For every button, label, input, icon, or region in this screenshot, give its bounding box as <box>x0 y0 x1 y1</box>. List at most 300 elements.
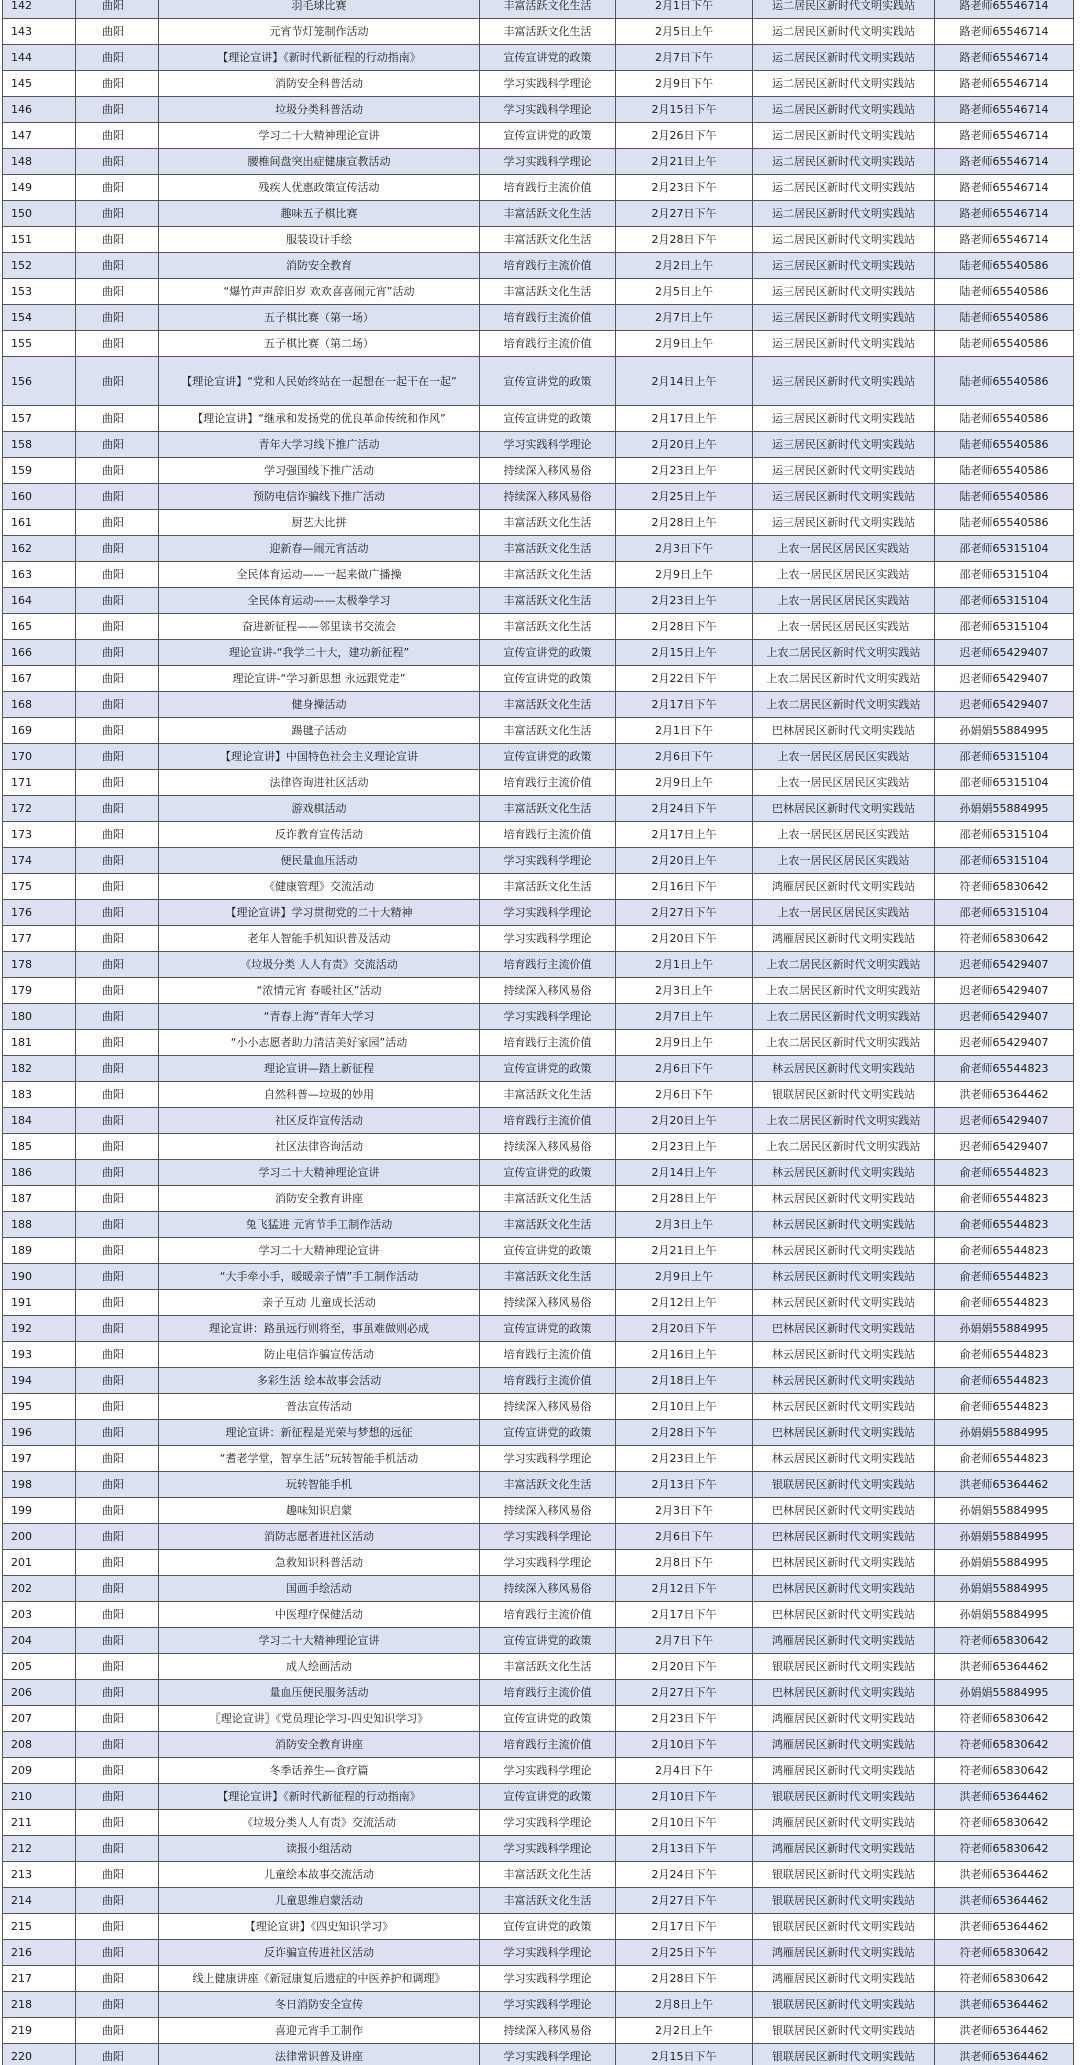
activity-name-cell: 消防志愿者进社区活动 <box>159 1524 480 1550</box>
row-number: 151 <box>3 227 76 253</box>
activity-table <box>2 0 1074 2065</box>
contact-cell: 孙娟娟55884995 <box>935 1420 1074 1446</box>
activity-name-cell: 趣味五子棋比赛 <box>159 201 480 227</box>
contact-cell: 陆老师65540586 <box>935 458 1074 484</box>
district-cell: 曲阳 <box>76 1004 159 1030</box>
category-cell: 丰富活跃文化生活 <box>480 874 616 900</box>
category-cell: 学习实践科学理论 <box>480 149 616 175</box>
district-cell: 曲阳 <box>76 562 159 588</box>
activity-name-cell: 《垃圾分类人人有责》交流活动 <box>159 1810 480 1836</box>
venue-cell: 上农二居民区新时代文明实践站 <box>753 1108 935 1134</box>
district-cell: 曲阳 <box>76 1134 159 1160</box>
time-cell: 2月2日上午 <box>616 2018 753 2044</box>
activity-name-cell: 消防安全教育 <box>159 253 480 279</box>
activity-name-cell: 学习二十大精神理论宣讲 <box>159 1238 480 1264</box>
venue-cell: 鸿雁居民区新时代文明实践站 <box>753 1810 935 1836</box>
district-cell: 曲阳 <box>76 45 159 71</box>
time-cell: 2月17日下午 <box>616 692 753 718</box>
venue-cell: 上农二居民区新时代文明实践站 <box>753 1030 935 1056</box>
contact-cell: 洪老师65364462 <box>935 2044 1074 2065</box>
table-row <box>3 874 1074 900</box>
table-row <box>3 614 1074 640</box>
table-row <box>3 227 1074 253</box>
time-cell: 2月7日上午 <box>616 1004 753 1030</box>
row-number: 198 <box>3 1472 76 1498</box>
venue-cell: 银联居民区新时代文明实践站 <box>753 2044 935 2065</box>
row-number: 187 <box>3 1186 76 1212</box>
district-cell: 曲阳 <box>76 1342 159 1368</box>
time-cell: 2月8日上午 <box>616 1992 753 2018</box>
activity-name-cell: 读报小组活动 <box>159 1836 480 1862</box>
venue-cell: 鸿雁居民区新时代文明实践站 <box>753 1706 935 1732</box>
row-number: 206 <box>3 1680 76 1706</box>
table-row <box>3 952 1074 978</box>
row-number: 182 <box>3 1056 76 1082</box>
contact-cell: 路老师65546714 <box>935 227 1074 253</box>
contact-cell: 陆老师65540586 <box>935 279 1074 305</box>
venue-cell: 鸿雁居民区新时代文明实践站 <box>753 1940 935 1966</box>
venue-cell: 运二居民区新时代文明实践站 <box>753 123 935 149</box>
time-cell: 2月20日下午 <box>616 926 753 952</box>
activity-name-cell: 理论宣讲—踏上新征程 <box>159 1056 480 1082</box>
row-number: 211 <box>3 1810 76 1836</box>
row-number: 209 <box>3 1758 76 1784</box>
time-cell: 2月20日上午 <box>616 432 753 458</box>
contact-cell: 俞老师65544823 <box>935 1446 1074 1472</box>
category-cell: 宣传宣讲党的政策 <box>480 123 616 149</box>
district-cell: 曲阳 <box>76 1498 159 1524</box>
contact-cell: 迟老师65429407 <box>935 666 1074 692</box>
district-cell: 曲阳 <box>76 97 159 123</box>
row-number: 155 <box>3 331 76 357</box>
venue-cell: 林云居民区新时代文明实践站 <box>753 1212 935 1238</box>
row-number: 178 <box>3 952 76 978</box>
district-cell: 曲阳 <box>76 1810 159 1836</box>
district-cell: 曲阳 <box>76 175 159 201</box>
venue-cell: 运三居民区新时代文明实践站 <box>753 305 935 331</box>
venue-cell: 巴林居民区新时代文明实践站 <box>753 1498 935 1524</box>
category-cell: 持续深入移风易俗 <box>480 1576 616 1602</box>
contact-cell: 洪老师65364462 <box>935 2018 1074 2044</box>
venue-cell: 巴林居民区新时代文明实践站 <box>753 1420 935 1446</box>
category-cell: 持续深入移风易俗 <box>480 978 616 1004</box>
activity-name-cell: 奋进新征程——邻里读书交流会 <box>159 614 480 640</box>
table-row <box>3 2018 1074 2044</box>
time-cell: 2月12日下午 <box>616 1576 753 1602</box>
venue-cell: 运三居民区新时代文明实践站 <box>753 510 935 536</box>
contact-cell: 孙娟娟55884995 <box>935 1550 1074 1576</box>
table-row <box>3 536 1074 562</box>
table-row <box>3 0 1074 19</box>
table-row <box>3 1316 1074 1342</box>
time-cell: 2月17日下午 <box>616 1914 753 1940</box>
activity-name-cell: 残疾人优惠政策宣传活动 <box>159 175 480 201</box>
row-number: 142 <box>3 0 76 19</box>
table-row <box>3 1732 1074 1758</box>
contact-cell: 邵老师65315104 <box>935 848 1074 874</box>
row-number: 164 <box>3 588 76 614</box>
district-cell: 曲阳 <box>76 1862 159 1888</box>
district-cell: 曲阳 <box>76 770 159 796</box>
time-cell: 2月3日上午 <box>616 978 753 1004</box>
time-cell: 2月20日上午 <box>616 1108 753 1134</box>
contact-cell: 陆老师65540586 <box>935 305 1074 331</box>
activity-table-body <box>3 0 1074 2065</box>
table-row <box>3 1368 1074 1394</box>
activity-name-cell: 法律常识普及讲座 <box>159 2044 480 2065</box>
row-number: 218 <box>3 1992 76 2018</box>
activity-name-cell: 学习二十大精神理论宣讲 <box>159 123 480 149</box>
activity-name-cell: 反诈教育宣传活动 <box>159 822 480 848</box>
category-cell: 培育践行主流价值 <box>480 1368 616 1394</box>
row-number: 190 <box>3 1264 76 1290</box>
table-row <box>3 718 1074 744</box>
time-cell: 2月26日下午 <box>616 123 753 149</box>
row-number: 205 <box>3 1654 76 1680</box>
category-cell: 丰富活跃文化生活 <box>480 201 616 227</box>
district-cell: 曲阳 <box>76 1030 159 1056</box>
contact-cell: 路老师65546714 <box>935 71 1074 97</box>
category-cell: 宣传宣讲党的政策 <box>480 1316 616 1342</box>
activity-name-cell: 成人绘画活动 <box>159 1654 480 1680</box>
table-row <box>3 1264 1074 1290</box>
activity-name-cell: 理论宣讲：新征程是光荣与梦想的远征 <box>159 1420 480 1446</box>
category-cell: 学习实践科学理论 <box>480 432 616 458</box>
venue-cell: 林云居民区新时代文明实践站 <box>753 1394 935 1420</box>
row-number: 184 <box>3 1108 76 1134</box>
district-cell: 曲阳 <box>76 1368 159 1394</box>
table-row <box>3 1628 1074 1654</box>
row-number: 149 <box>3 175 76 201</box>
table-row <box>3 97 1074 123</box>
table-row <box>3 458 1074 484</box>
venue-cell: 巴林居民区新时代文明实践站 <box>753 1524 935 1550</box>
activity-name-cell: 普法宣传活动 <box>159 1394 480 1420</box>
category-cell: 培育践行主流价值 <box>480 1108 616 1134</box>
time-cell: 2月18日上午 <box>616 1368 753 1394</box>
category-cell: 培育践行主流价值 <box>480 331 616 357</box>
row-number: 168 <box>3 692 76 718</box>
category-cell: 宣传宣讲党的政策 <box>480 1784 616 1810</box>
activity-name-cell: 国画手绘活动 <box>159 1576 480 1602</box>
contact-cell: 迟老师65429407 <box>935 1030 1074 1056</box>
category-cell: 持续深入移风易俗 <box>480 1498 616 1524</box>
venue-cell: 运三居民区新时代文明实践站 <box>753 432 935 458</box>
time-cell: 2月3日上午 <box>616 1212 753 1238</box>
category-cell: 学习实践科学理论 <box>480 1966 616 1992</box>
row-number: 212 <box>3 1836 76 1862</box>
category-cell: 学习实践科学理论 <box>480 848 616 874</box>
venue-cell: 上农二居民区新时代文明实践站 <box>753 666 935 692</box>
district-cell: 曲阳 <box>76 1264 159 1290</box>
district-cell: 曲阳 <box>76 1914 159 1940</box>
contact-cell: 迟老师65429407 <box>935 640 1074 666</box>
district-cell: 曲阳 <box>76 666 159 692</box>
district-cell: 曲阳 <box>76 822 159 848</box>
time-cell: 2月9日上午 <box>616 331 753 357</box>
row-number: 157 <box>3 406 76 432</box>
district-cell: 曲阳 <box>76 1966 159 1992</box>
time-cell: 2月28日下午 <box>616 227 753 253</box>
activity-name-cell: 中医理疗保健活动 <box>159 1602 480 1628</box>
row-number: 163 <box>3 562 76 588</box>
contact-cell: 陆老师65540586 <box>935 510 1074 536</box>
venue-cell: 上农一居民区居民区实践站 <box>753 770 935 796</box>
time-cell: 2月15日上午 <box>616 640 753 666</box>
table-row <box>3 744 1074 770</box>
table-row <box>3 71 1074 97</box>
contact-cell: 邵老师65315104 <box>935 744 1074 770</box>
contact-cell: 俞老师65544823 <box>935 1186 1074 1212</box>
activity-name-cell: 冬日消防安全宣传 <box>159 1992 480 2018</box>
time-cell: 2月28日下午 <box>616 1966 753 1992</box>
category-cell: 宣传宣讲党的政策 <box>480 1238 616 1264</box>
row-number: 188 <box>3 1212 76 1238</box>
contact-cell: 邵老师65315104 <box>935 536 1074 562</box>
district-cell: 曲阳 <box>76 1992 159 2018</box>
table-row <box>3 1186 1074 1212</box>
table-row <box>3 484 1074 510</box>
category-cell: 学习实践科学理论 <box>480 1810 616 1836</box>
activity-name-cell: 青年大学习线下推广活动 <box>159 432 480 458</box>
activity-name-cell: 多彩生活 绘本故事会活动 <box>159 1368 480 1394</box>
table-row <box>3 1940 1074 1966</box>
district-cell: 曲阳 <box>76 1212 159 1238</box>
contact-cell: 陆老师65540586 <box>935 331 1074 357</box>
district-cell: 曲阳 <box>76 1056 159 1082</box>
contact-cell: 洪老师65364462 <box>935 1472 1074 1498</box>
category-cell: 持续深入移风易俗 <box>480 2018 616 2044</box>
venue-cell: 上农二居民区新时代文明实践站 <box>753 1004 935 1030</box>
time-cell: 2月5日上午 <box>616 279 753 305</box>
contact-cell: 路老师65546714 <box>935 201 1074 227</box>
table-row <box>3 1810 1074 1836</box>
contact-cell: 孙娟娟55884995 <box>935 1602 1074 1628</box>
category-cell: 培育践行主流价值 <box>480 1602 616 1628</box>
district-cell: 曲阳 <box>76 978 159 1004</box>
venue-cell: 上农一居民区居民区实践站 <box>753 822 935 848</box>
row-number: 214 <box>3 1888 76 1914</box>
row-number: 148 <box>3 149 76 175</box>
venue-cell: 上农一居民区居民区实践站 <box>753 588 935 614</box>
contact-cell: 符老师65830642 <box>935 1628 1074 1654</box>
contact-cell: 陆老师65540586 <box>935 357 1074 406</box>
row-number: 203 <box>3 1602 76 1628</box>
table-row <box>3 1134 1074 1160</box>
venue-cell: 林云居民区新时代文明实践站 <box>753 1446 935 1472</box>
activity-name-cell: 线上健康讲座《新冠康复后遗症的中医养护和调理》 <box>159 1966 480 1992</box>
table-row <box>3 640 1074 666</box>
activity-name-cell: 消防安全教育讲座 <box>159 1732 480 1758</box>
contact-cell: 邵老师65315104 <box>935 822 1074 848</box>
category-cell: 丰富活跃文化生活 <box>480 279 616 305</box>
district-cell: 曲阳 <box>76 484 159 510</box>
row-number: 146 <box>3 97 76 123</box>
activity-name-cell: 踢毽子活动 <box>159 718 480 744</box>
venue-cell: 林云居民区新时代文明实践站 <box>753 1238 935 1264</box>
contact-cell: 邵老师65315104 <box>935 614 1074 640</box>
category-cell: 学习实践科学理论 <box>480 900 616 926</box>
venue-cell: 运二居民区新时代文明实践站 <box>753 149 935 175</box>
contact-cell: 俞老师65544823 <box>935 1290 1074 1316</box>
time-cell: 2月1日下午 <box>616 718 753 744</box>
category-cell: 培育践行主流价值 <box>480 1680 616 1706</box>
row-number: 176 <box>3 900 76 926</box>
contact-cell: 洪老师65364462 <box>935 1888 1074 1914</box>
table-row <box>3 1498 1074 1524</box>
category-cell: 培育践行主流价值 <box>480 1732 616 1758</box>
category-cell: 丰富活跃文化生活 <box>480 1654 616 1680</box>
district-cell: 曲阳 <box>76 1940 159 1966</box>
category-cell: 培育践行主流价值 <box>480 822 616 848</box>
contact-cell: 迟老师65429407 <box>935 952 1074 978</box>
contact-cell: 陆老师65540586 <box>935 484 1074 510</box>
activity-name-cell: 理论宣讲：路虽远行则将至，事虽难做则必成 <box>159 1316 480 1342</box>
contact-cell: 符老师65830642 <box>935 1732 1074 1758</box>
activity-name-cell: 理论宣讲-“我学二十大，建功新征程” <box>159 640 480 666</box>
district-cell: 曲阳 <box>76 331 159 357</box>
row-number: 193 <box>3 1342 76 1368</box>
table-row <box>3 562 1074 588</box>
district-cell: 曲阳 <box>76 796 159 822</box>
time-cell: 2月20日下午 <box>616 1654 753 1680</box>
venue-cell: 鸿雁居民区新时代文明实践站 <box>753 926 935 952</box>
category-cell: 丰富活跃文化生活 <box>480 1862 616 1888</box>
contact-cell: 符老师65830642 <box>935 1836 1074 1862</box>
district-cell: 曲阳 <box>76 149 159 175</box>
venue-cell: 巴林居民区新时代文明实践站 <box>753 1316 935 1342</box>
activity-name-cell: 兔飞猛进 元宵节手工制作活动 <box>159 1212 480 1238</box>
venue-cell: 银联居民区新时代文明实践站 <box>753 1888 935 1914</box>
row-number: 181 <box>3 1030 76 1056</box>
row-number: 165 <box>3 614 76 640</box>
venue-cell: 林云居民区新时代文明实践站 <box>753 1368 935 1394</box>
table-row <box>3 1862 1074 1888</box>
activity-name-cell: 〖理论宣讲〗《党员理论学习-四史知识学习》 <box>159 1706 480 1732</box>
contact-cell: 洪老师65364462 <box>935 1914 1074 1940</box>
venue-cell: 银联居民区新时代文明实践站 <box>753 1784 935 1810</box>
table-row <box>3 1576 1074 1602</box>
venue-cell: 上农一居民区居民区实践站 <box>753 562 935 588</box>
table-row <box>3 1524 1074 1550</box>
category-cell: 持续深入移风易俗 <box>480 1394 616 1420</box>
table-row <box>3 1992 1074 2018</box>
venue-cell: 运二居民区新时代文明实践站 <box>753 175 935 201</box>
time-cell: 2月6日下午 <box>616 1056 753 1082</box>
category-cell: 丰富活跃文化生活 <box>480 1264 616 1290</box>
contact-cell: 陆老师65540586 <box>935 432 1074 458</box>
activity-name-cell: 预防电信诈骗线下推广活动 <box>159 484 480 510</box>
table-row <box>3 2044 1074 2065</box>
table-row <box>3 432 1074 458</box>
contact-cell: 符老师65830642 <box>935 926 1074 952</box>
table-row <box>3 1550 1074 1576</box>
row-number: 219 <box>3 2018 76 2044</box>
district-cell: 曲阳 <box>76 536 159 562</box>
venue-cell: 运三居民区新时代文明实践站 <box>753 406 935 432</box>
contact-cell: 符老师65830642 <box>935 1940 1074 1966</box>
time-cell: 2月23日上午 <box>616 1134 753 1160</box>
category-cell: 宣传宣讲党的政策 <box>480 1420 616 1446</box>
contact-cell: 孙娟娟55884995 <box>935 1680 1074 1706</box>
category-cell: 丰富活跃文化生活 <box>480 227 616 253</box>
time-cell: 2月17日下午 <box>616 1602 753 1628</box>
time-cell: 2月27日下午 <box>616 201 753 227</box>
time-cell: 2月21日上午 <box>616 1238 753 1264</box>
activity-name-cell: “耆老学堂，智享生活”玩转智能手机活动 <box>159 1446 480 1472</box>
venue-cell: 银联居民区新时代文明实践站 <box>753 1992 935 2018</box>
venue-cell: 巴林居民区新时代文明实践站 <box>753 1602 935 1628</box>
category-cell: 丰富活跃文化生活 <box>480 1472 616 1498</box>
category-cell: 学习实践科学理论 <box>480 926 616 952</box>
activity-name-cell: 学习二十大精神理论宣讲 <box>159 1628 480 1654</box>
table-row <box>3 1472 1074 1498</box>
table-row <box>3 123 1074 149</box>
activity-name-cell: 学习二十大精神理论宣讲 <box>159 1160 480 1186</box>
row-number: 156 <box>3 357 76 406</box>
activity-name-cell: 儿童思维启蒙活动 <box>159 1888 480 1914</box>
row-number: 180 <box>3 1004 76 1030</box>
activity-name-cell: 防止电信诈骗宣传活动 <box>159 1342 480 1368</box>
contact-cell: 路老师65546714 <box>935 97 1074 123</box>
district-cell: 曲阳 <box>76 2018 159 2044</box>
venue-cell: 上农一居民区居民区实践站 <box>753 744 935 770</box>
contact-cell: 符老师65830642 <box>935 874 1074 900</box>
table-row <box>3 1706 1074 1732</box>
activity-name-cell: 【理论宣讲】《新时代新征程的行动指南》 <box>159 45 480 71</box>
table-row <box>3 1784 1074 1810</box>
activity-name-cell: 健身操活动 <box>159 692 480 718</box>
category-cell: 培育践行主流价值 <box>480 253 616 279</box>
district-cell: 曲阳 <box>76 1108 159 1134</box>
row-number: 153 <box>3 279 76 305</box>
table-row <box>3 900 1074 926</box>
time-cell: 2月1日上午 <box>616 952 753 978</box>
contact-cell: 洪老师65364462 <box>935 1654 1074 1680</box>
district-cell: 曲阳 <box>76 1472 159 1498</box>
category-cell: 持续深入移风易俗 <box>480 484 616 510</box>
contact-cell: 路老师65546714 <box>935 45 1074 71</box>
activity-name-cell: 急救知识科普活动 <box>159 1550 480 1576</box>
row-number: 220 <box>3 2044 76 2065</box>
row-number: 183 <box>3 1082 76 1108</box>
activity-name-cell: 【理论宣讲】“党和人民始终站在一起想在一起干在一起” <box>159 357 480 406</box>
district-cell: 曲阳 <box>76 848 159 874</box>
category-cell: 丰富活跃文化生活 <box>480 692 616 718</box>
table-row <box>3 1888 1074 1914</box>
activity-name-cell: 《健康管理》交流活动 <box>159 874 480 900</box>
row-number: 158 <box>3 432 76 458</box>
row-number: 171 <box>3 770 76 796</box>
venue-cell: 运三居民区新时代文明实践站 <box>753 484 935 510</box>
district-cell: 曲阳 <box>76 1732 159 1758</box>
district-cell: 曲阳 <box>76 692 159 718</box>
time-cell: 2月6日下午 <box>616 744 753 770</box>
time-cell: 2月17日上午 <box>616 822 753 848</box>
table-row <box>3 1108 1074 1134</box>
venue-cell: 银联居民区新时代文明实践站 <box>753 1082 935 1108</box>
time-cell: 2月25日下午 <box>616 1940 753 1966</box>
venue-cell: 鸿雁居民区新时代文明实践站 <box>753 1836 935 1862</box>
time-cell: 2月23日下午 <box>616 175 753 201</box>
contact-cell: 俞老师65544823 <box>935 1056 1074 1082</box>
contact-cell: 孙娟娟55884995 <box>935 796 1074 822</box>
category-cell: 丰富活跃文化生活 <box>480 614 616 640</box>
activity-name-cell: 老年人智能手机知识普及活动 <box>159 926 480 952</box>
district-cell: 曲阳 <box>76 1550 159 1576</box>
table-row <box>3 1420 1074 1446</box>
contact-cell: 路老师65546714 <box>935 19 1074 45</box>
